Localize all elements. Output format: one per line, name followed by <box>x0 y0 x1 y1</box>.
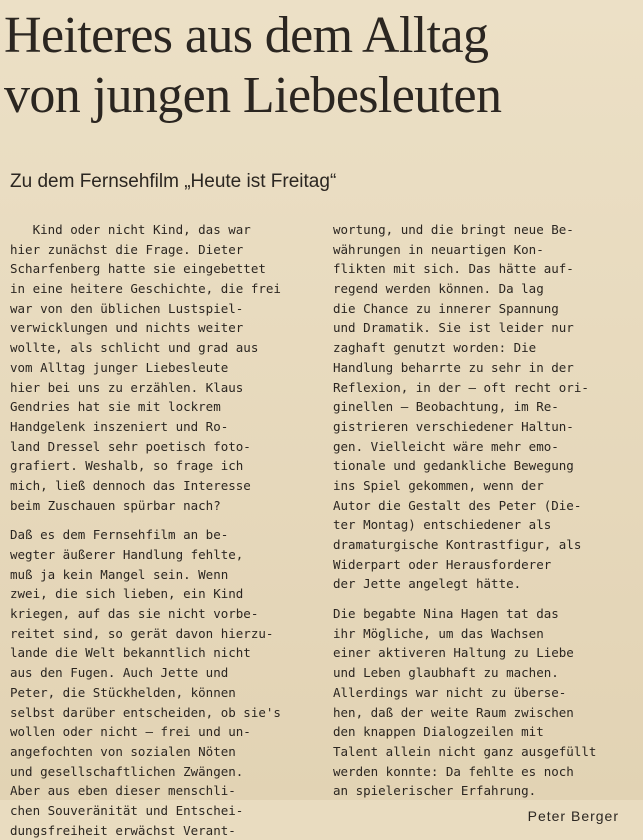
text-line: hier zunächst die Frage. Dieter <box>10 241 244 257</box>
text-line: wortung, und die bringt neue Be- <box>333 222 574 237</box>
author-signature: Peter Berger <box>527 807 619 824</box>
text-line: kriegen, auf das sie nicht vorbe- <box>10 606 259 622</box>
text-line: dungsfreiheit erwächst Verant- <box>10 822 236 838</box>
text-line: Gendries hat sie mit lockrem <box>10 399 221 415</box>
text-line: regend werden können. Da lag <box>333 281 544 297</box>
text-line: Peter, die Stückhelden, können <box>10 684 236 700</box>
text-line: ginellen — Beobachtung, im Re- <box>333 399 559 415</box>
subtitle: Zu dem Fernsehfilm „Heute ist Freitag“ <box>10 171 337 192</box>
text-line: Kind oder nicht Kind, das war <box>10 222 251 237</box>
text-line: Handgelenk inszeniert und Ro- <box>10 418 229 434</box>
text-line: werden konnte: Da fehlte es noch <box>333 763 574 779</box>
text-line: in eine heitere Geschichte, die frei <box>10 281 281 297</box>
text-line: tionale und gedankliche Bewegung <box>333 458 574 474</box>
text-line: wegter äußerer Handlung fehlte, <box>10 547 244 562</box>
text-line: ter Montag) entschiedener als <box>333 517 552 533</box>
text-line: wollte, als schlicht und grad aus <box>10 340 259 356</box>
text-line: vom Alltag junger Liebesleute <box>10 359 229 375</box>
text-line: Die begabte Nina Hagen tat das <box>333 606 559 622</box>
left-column <box>10 220 310 840</box>
text-line: Scharfenberg hatte sie eingebettet <box>10 261 266 277</box>
text-line: und gesellschaftlichen Zwängen. <box>10 763 244 779</box>
headline <box>4 6 639 126</box>
text-line: Daß es dem Fernsehfilm an be- <box>10 527 229 543</box>
text-line: mich, ließ dennoch das Interesse <box>10 477 251 493</box>
text-line: reitet sind, so gerät davon hierzu- <box>10 625 274 641</box>
text-line: Talent allein nicht ganz ausgefüllt <box>333 743 597 759</box>
text-line: flikten mit sich. Das hätte auf- <box>333 261 574 277</box>
text-line: der Jette angelegt hätte. <box>333 576 522 592</box>
left-paragraph-2 <box>10 525 310 840</box>
text-line: dramaturgische Kontrastfigur, als <box>333 537 582 552</box>
text-line: ihr Mögliche, um das Wachsen <box>333 625 544 641</box>
text-line: gen. Vielleicht wäre mehr emo- <box>333 438 559 454</box>
text-line: angefochten von sozialen Nöten <box>10 743 236 759</box>
text-line: wollen oder nicht — frei und un- <box>10 724 251 740</box>
text-line: hen, daß der weite Raum zwischen <box>333 704 574 720</box>
text-line: die Chance zu innerer Spannung <box>333 300 559 316</box>
text-line: aus den Fugen. Auch Jette und <box>10 665 229 681</box>
right-column <box>333 220 633 827</box>
headline-line-1: Heiteres aus dem Alltag <box>4 7 489 64</box>
text-line: gistrieren verschiedener Haltun- <box>333 418 574 434</box>
text-line: war von den üblichen Lustspiel- <box>10 300 244 316</box>
text-line: und Dramatik. Sie ist leider nur <box>333 320 574 336</box>
right-paragraph-2 <box>333 604 633 801</box>
text-line: verwicklungen und nichts weiter <box>10 320 244 336</box>
text-line: beim Zuschauen spürbar nach? <box>10 497 221 513</box>
text-line: Autor die Gestalt des Peter (Die- <box>333 497 582 513</box>
text-line: ins Spiel gekommen, wenn der <box>333 477 544 493</box>
text-line: chen Souveränität und Entschei- <box>10 802 244 818</box>
text-line: Reflexion, in der — oft recht ori- <box>333 379 589 395</box>
text-line: selbst darüber entscheiden, ob sie's <box>10 704 281 720</box>
text-line: grafiert. Weshalb, so frage ich <box>10 458 244 474</box>
text-line: muß ja kein Mangel sein. Wenn <box>10 566 229 582</box>
right-paragraph-1 <box>333 220 633 594</box>
text-line: lande die Welt bekanntlich nicht <box>10 645 251 661</box>
text-line: und Leben glaubhaft zu machen. <box>333 665 559 681</box>
text-line: zwei, die sich lieben, ein Kind <box>10 586 244 602</box>
text-line: währungen in neuartigen Kon- <box>333 241 544 257</box>
text-line: Allerdings war nicht zu überse- <box>333 684 567 700</box>
text-line: hier bei uns zu erzählen. Klaus <box>10 379 244 395</box>
text-line: an spielerischer Erfahrung. <box>333 783 537 799</box>
left-paragraph-1 <box>10 220 310 515</box>
text-line: Aber aus eben dieser menschli- <box>10 783 236 799</box>
text-line: land Dressel sehr poetisch foto- <box>10 438 251 454</box>
text-line: Handlung beharrte zu sehr in der <box>333 359 574 375</box>
text-line: Widerpart oder Herausforderer <box>333 556 552 572</box>
text-line: den knappen Dialogzeilen mit <box>333 724 544 740</box>
text-line: zaghaft genutzt worden: Die <box>333 340 537 356</box>
headline-line-2: von jungen Liebesleuten <box>4 67 502 124</box>
text-line: einer aktiveren Haltung zu Liebe <box>333 645 574 661</box>
